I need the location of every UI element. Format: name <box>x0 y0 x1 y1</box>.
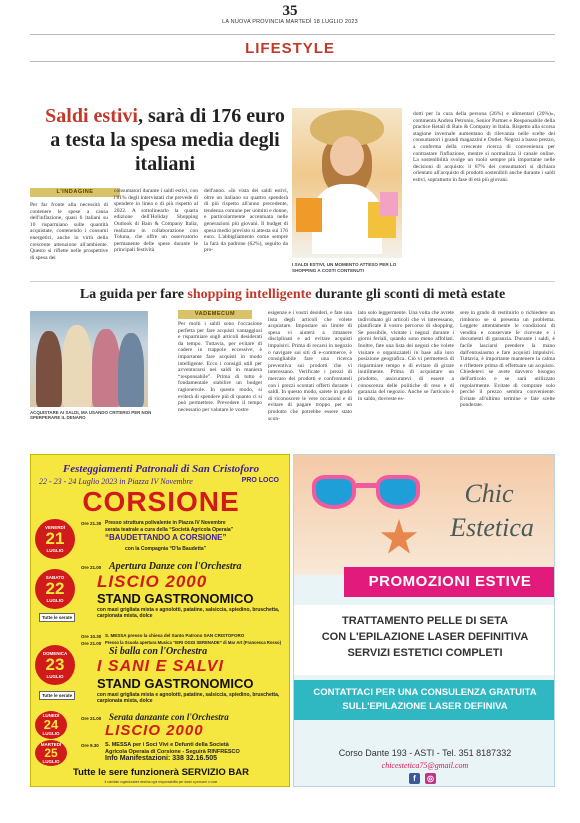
ad-corsione-proloco: PRO LOCO <box>241 477 279 484</box>
article-divider <box>30 281 555 282</box>
article2-column-1: Per molti i saldi sono l'occasione perfetta per fare acquisti vantaggiosi e risparmiare sugli articoli desiderati da tempo. Tuttavia, per evitare di cadere in trappole eccessive, è importante fare acquisti in modo intelligente. Ecco i consigli utili per avventurarsi nei saldi in maniera “responsabile”. Prima di tutto è fondamentale stabilire un budget ragionevole. In questo modo, si eviterà di spendere più di quanto ci si può permettere. Prevedere il tempo necessario per valutare le vostre <box>178 321 262 413</box>
article1-headline-rest: , sarà di 176 euro a testa la spesa media degli italiani <box>50 105 285 175</box>
article2-headline-accent: shopping intelligente <box>187 287 312 302</box>
ad-chic-consultation: CONTATTACI PER UNA CONSULENZA GRATUITA SULL'EPILAZIONE LASER DEFINIVA <box>294 680 555 720</box>
article1-headline-accent: Saldi estivi <box>45 105 138 127</box>
article2-kicker: VADEMECUM <box>178 310 252 319</box>
article2-column-3: tato solo leggermente. Una volta che avrete individuato gli articoli che vi interessano, pianificate il vostro percorso di shopping. Se possibile, visitate i negozi durante i giorni feriali, quando sono meno affollati. Inoltre, fate una lista dei negozi che volete visitare e organizzateli in base alla loro posizione geografica. Ciò vi permetterà di risparmiare tempo e di evitare di girare inutilmente. Prima di acquistare un prodotto, assicuratevi di essere a conoscenza delle politiche di reso e di garanzia del negozio. Anche se l'articolo è in saldo, dovreste es- <box>358 310 454 402</box>
article2-column-2: esigenze e i vostri desideri, e fate una lista degli articoli che volete acquistare. Impostare un limite di spesa vi aiuterà a rimanere disciplinati e ad evitare acquisti impulsivi. Prima di recarsi in negozio o navigare sui siti di e-commerce, è consigliabile fare una ricerca preventiva sui prodotti che vi interessano. Verificate i prezzi di mercato dei prodotti e confrontateli con i prezzi scontati offerti durante i saldi. In questo modo, sarete in grado di riconoscere le vere occasioni e di evitare di pagare troppo per un prodotto che potrebbe essere stato scon- <box>268 310 352 422</box>
article1-headline[interactable] <box>40 104 290 176</box>
article2-photo <box>30 311 148 407</box>
date-badge: MARTEDÌ 25 LUGLIO <box>35 740 67 766</box>
ad-corsione-bar-service: Tutte le sere funzionerà SERVIZIO BAR <box>73 767 249 778</box>
article2-column-4: sere in grado di restituirlo o richiedere un rimborso se si presenta un problema. Leggete attentamente le condizioni di vendita e conservate le ricevute e i documenti di garanzia. Durante i saldi, è facile lasciarsi prendere la mano dall'entusiasmo e fare acquisti impulsivi. Tuttavia, è importante mantenere la calma e riflettere prima di effettuare un acquisto. Chiedetevi se avete davvero bisogno dell'articolo e se sarà utilizzato regolarmente. Evitate di comprare solo perché il prezzo sembra conveniente. Evitate all'ultimo termine e fate scelte ponderate. <box>460 310 555 409</box>
ad-corsione-day1: VENERDÌ 21 LUGLIO Ore 21.30 Presso struttura polivalente in Piazza IV Novembre serata teatrale a cura della “Società Agricola Operaia” “BAUDETTANDO A CORSIONE” con la Compagnia “D'la Baudetta” <box>35 519 287 559</box>
shopping-bag-icon <box>296 198 322 232</box>
article2-headline-post: durante gli sconti di metà estate <box>311 287 506 302</box>
shopping-bag-icon <box>380 192 398 216</box>
ad-chic-logo-line2: Estetica <box>450 513 534 542</box>
ad-chic-address: Corso Dante 193 - ASTI - Tel. 351 8187332 <box>338 748 512 758</box>
publication-line: LA NUOVA PROVINCIA MARTEDÌ 18 LUGLIO 2023 <box>222 19 358 25</box>
article1-column-4: dotti per la cura della persona (26%) e alimentari (20%)», commenta Andrea Petronio, Senior Partner e Responsabile della practice Retail di Bain & Company in Italia. Rispetto alla scorsa stagione invernale aumentano di rilevanza nelle scelte dei consumatori i grandi magazzini e Outlet. Negozi a basso prezzo, a conferma della crescente ricerca di convenienza per contrastare l'inflazione, mentre si normalizza il canale online. La sostenibilità svolge un ruolo sempre più importante nelle decisioni di acquisto: il 87% dei consumatori si dichiara orientato all'acquisto di prodotti sostenibili anche durante i saldi estivi, soprattutto in fase di età più giovani. <box>413 111 555 183</box>
article2-headline[interactable] <box>30 287 555 303</box>
ad-chic-email[interactable]: chicestetica75@gmail.com <box>381 761 469 770</box>
article1-photo-caption: I SALDI ESTIVI, UN MOMENTO ATTESO PER LO SHOPPING A COSTI CONTENUTI <box>292 262 397 273</box>
ad-corsione-title: Festeggiamenti Patronali di San Cristoforo <box>62 463 260 475</box>
ad-corsione-day2: SABATO 22 LUGLIO Ore 21.00 Apertura Danze con l'Orchestra LISCIO 2000 STAND GASTRONOMICO con maxi grigliata mista e agnolotti, patatine, salsiccia, spiedino, bruschetta, carpionata mista, dolce Tutte le serate <box>35 563 287 631</box>
article2-photo-caption: ACQUISTARE AI SALDI, MA USANDO CRITERIO PER NON SPERPERARE IL DENARO <box>30 410 152 421</box>
ad-corsione[interactable] <box>30 454 290 787</box>
ad-corsione-town: CORSIONE <box>82 486 240 517</box>
date-badge: LUNEDÌ 24 LUGLIO <box>35 711 67 739</box>
ad-corsione-day5: MARTEDÌ 25 LUGLIO Ore 9.30 S. MESSA per i Soci Vivi e Defunti della Società Agricola Operaia di Corsione - Seguirà RINFRESCO Info Manifestazioni: 338 32.16.505 <box>35 742 287 764</box>
ad-chic-services: TRATTAMENTO PELLE DI SETA CON L'EPILAZIONE LASER DEFINITIVA SERVIZI ESTETICI COMPLETI <box>294 605 555 675</box>
ad-corsione-disclaimer: Il comitato organizzatore declina ogni responsabilità per danni a persone o cose <box>104 780 218 784</box>
article1-column-1: Per far fronte alla necessità di contenere le spese a causa dell'inflazione, quasi 6 italiani su 10 risparmiano sulle quantità acquistate, contenendo i consumi energetici, anche in virtù della crescente attenzione all'ambiente. Questo si riflette nelle prospettive di spesa dei <box>30 202 108 261</box>
article1-kicker <box>30 188 120 198</box>
masthead <box>0 4 580 25</box>
ad-corsione-day4: LUNEDÌ 24 LUGLIO Ore 21.00 Serata danzante con l'Orchestra LISCIO 2000 <box>35 715 287 739</box>
article2-headline-pre: La guida per fare <box>79 287 188 302</box>
section-rule-bottom <box>30 61 555 62</box>
article1-kicker-label: L'INDAGINE <box>30 188 120 197</box>
section-rule-top <box>30 34 555 35</box>
ad-chic-estetica[interactable] <box>293 454 555 787</box>
ad-chic-promo: PROMOZIONI ESTIVE <box>368 573 532 590</box>
ad-corsione-day3: DOMENICA 23 LUGLIO Ore 10.30 S. MESSA presso la chiesa del Santo Patrono SAN CRISTOFORO Ore 21.00 Presso la Scuola apertura Musica “IERI OGGI SERENADE” di Mar Art (Francesca Rosso) Si balla con l'Orchestra I SANI E SALVI STAND GASTRONOMICO con maxi grigliata mista e agnolotti, patatine, salsiccia, spiedino, bruschetta, carpionata mista, dolce Tutte le serate <box>35 633 287 713</box>
article1-column-3: dell'anno. «In vista dei saldi estivi, oltre un italiano su quattro spenderà di più rispetto all'anno precedente, tendenza comune per uomini e donne, e particolarmente accentuata nelle generazioni più giovani. Il budget di spesa medio previsto si attesta sui 176 euro. L'abbigliamento come sempre la farà da padrone (62%), seguito da pro- <box>204 188 289 254</box>
page-number: 35 <box>282 3 298 19</box>
sunglasses-icon <box>308 469 428 513</box>
date-badge: DOMENICA 23 LUGLIO <box>35 645 75 685</box>
article1-photo <box>292 108 402 258</box>
date-badge: VENERDÌ 21 LUGLIO <box>35 519 75 559</box>
article1-column-2: consumatori durante i saldi estivi, con l'81% degli intervistati che prevede di spendere in linea o di più rispetto al 2022. A sottolinearlo la quarta edizione dell'Holiday Shopping Outlook di Bain & Company Italia, realizzato in collaborazione con Toluna, che offre un osservatorio permanente delle spese durante le principali festività <box>114 188 198 254</box>
ad-corsione-dates: 22 - 23 - 24 Luglio 2023 in Piazza IV Novembre <box>39 477 193 486</box>
section-title: LIFESTYLE <box>245 40 335 57</box>
date-badge: SABATO 22 LUGLIO <box>35 569 75 609</box>
instagram-icon[interactable]: ◎ <box>425 773 436 784</box>
face-shape <box>330 136 364 176</box>
ad-chic-logo-line1: Chic <box>464 479 514 508</box>
facebook-icon[interactable]: f <box>409 773 420 784</box>
